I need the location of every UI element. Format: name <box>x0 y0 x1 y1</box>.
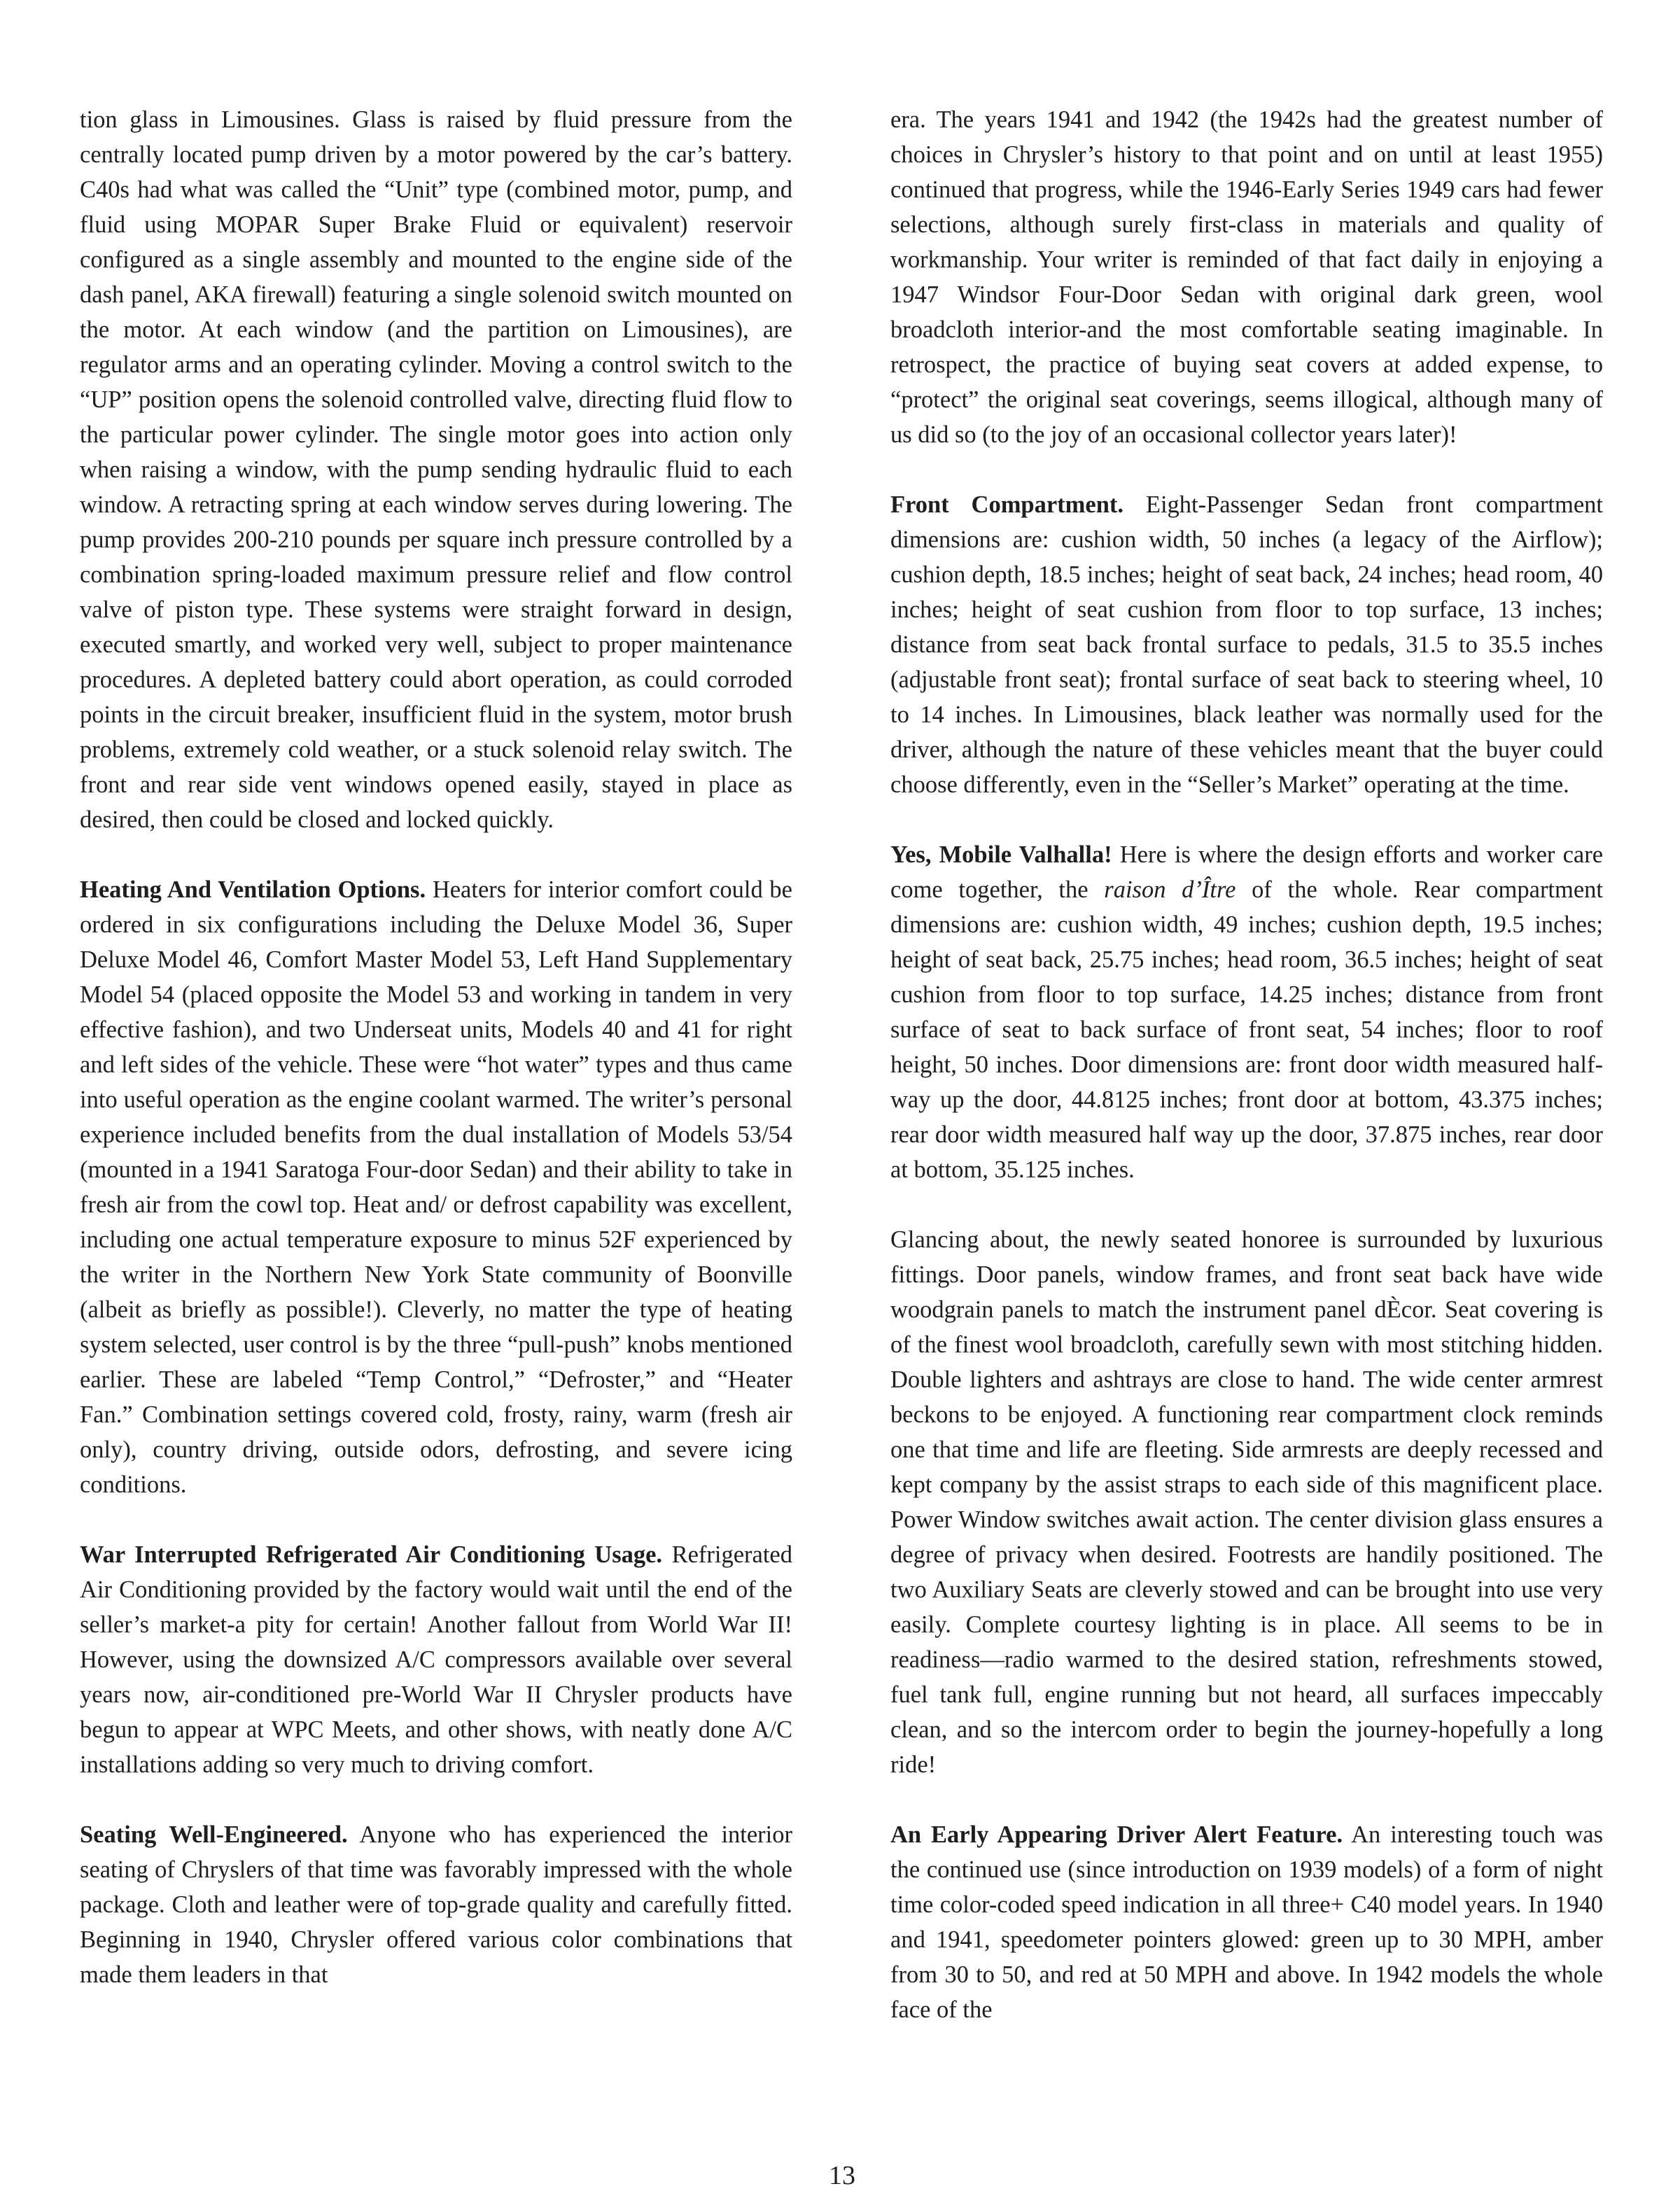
left-column <box>80 102 792 1992</box>
section-heading: War Interrupted Refrigerated Air Conditioning Usage. <box>80 1541 663 1568</box>
section-heading: Heating And Ventilation Options. <box>80 876 426 903</box>
section-heading: Front Compartment. <box>890 491 1124 518</box>
paragraph-text: tion glass in Limousines. Glass is raised by fluid pressure from the centrally located pump driven by a motor powered by the car’s battery. C40s had what was called the “Unit” type (combined motor, pump, and fluid using MOPAR Super Brake Fluid or equivalent) reservoir configured as a single assembly and mounted to the engine side of the dash panel, AKA firewall) featuring a single solenoid switch mounted on the motor. At each window (and the partition on Limousines), are regulator arms and an operating cylinder. Moving a control switch to the “UP” position opens the solenoid controlled valve, directing fluid flow to the particular power cylinder. The single motor goes into action only when raising a window, with the pump sending hydraulic fluid to each window. A retracting spring at each window serves during lowering. The pump provides 200-210 pounds per square inch pressure controlled by a combination spring-loaded maximum pressure relief and flow control valve of piston type. These systems were straight forward in design, executed smartly, and worked very well, subject to proper maintenance procedures. A depleted battery could abort operation, as could corroded points in the circuit breaker, insufficient fluid in the system, motor brush problems, extremely cold weather, or a stuck solenoid relay switch. The front and rear side vent windows opened easily, stayed in place as desired, then could be closed and locked quickly. <box>80 106 792 833</box>
section-heading: Seating Well-Engineered. <box>80 1821 348 1848</box>
paragraph-heating-ventilation <box>80 872 792 1502</box>
paragraph-text: of the whole. Rear compartment dimensions are: cushion width, 49 inches; cushion depth, 19.5 inches; height of seat back, 25.75 inches; head room, 36.5 inches; height of seat cushion from floor to top surface, 14.25 inches; distance from front surface of seat to back surface of front seat, 54 inches; floor to roof height, 50 inches. Door dimensions are: front door width measured half-way up the door, 44.8125 inches; front door at bottom, 43.375 inches; rear door width measured half way up the door, 37.875 inches, rear door at bottom, 35.125 inches. <box>890 876 1604 1183</box>
paragraph-text: Refrigerated Air Conditioning provided by the factory would wait until the end of the seller’s market-a pity for certain! Another fallout from World War II! However, using the downsized A/C compressors available over several years now, air-conditioned pre-World War II Chrysler products have begun to appear at WPC Meets, and other shows, with neatly done A/C installations adding so very much to driving comfort. <box>80 1541 792 1778</box>
paragraph-seating-continued <box>890 102 1603 452</box>
paragraph-front-compartment <box>890 487 1603 802</box>
paragraph-driver-alert <box>890 1817 1603 2027</box>
section-heading: Yes, Mobile Valhalla! <box>890 841 1112 868</box>
paragraph-text: Glancing about, the newly seated honoree is surrounded by luxurious fittings. Door panels, window frames, and front seat back have wide woodgrain panels to match the instrument panel dÈcor. Seat covering is of the finest wool broadcloth, carefully sewn with most stitching hidden. Double lighters and ashtrays are close to hand. The wide center armrest beckons to be enjoyed. A functioning rear compartment clock reminds one that time and life are fleeting. Side armrests are deeply recessed and kept company by the assist straps to each side of this magnificent place. Power Window switches await action. The center division glass ensures a degree of privacy when desired. Footrests are handily positioned. The two Auxiliary Seats are cleverly stowed and can be brought into use very easily. Complete courtesy lighting is in place. All seems to be in readiness—radio warmed to the desired station, refreshments stowed, fuel tank full, engine running but not heard, all surfaces impeccably clean, and so the intercom order to begin the journey-hopefully a long ride! <box>890 1226 1603 1778</box>
paragraph-power-windows <box>80 102 792 837</box>
section-heading: An Early Appearing Driver Alert Feature. <box>890 1821 1343 1848</box>
italic-phrase: raison d’Ître <box>1104 876 1236 903</box>
paragraph-mobile-valhalla <box>890 837 1603 1187</box>
paragraph-text: An interesting touch was the continued use (since introduction on 1939 models) of a form of night time color-coded speed indication in all three+ C40 model years. In 1940 and 1941, speedometer pointers glowed: green up to 30 MPH, amber from 30 to 50, and red at 50 MPH and above. In 1942 models the whole face of the <box>890 1821 1603 2023</box>
paragraph-luxurious-fittings <box>890 1222 1603 1782</box>
paragraph-text: Heaters for interior comfort could be ordered in six configurations including the Deluxe Model 36, Super Deluxe Model 46, Comfort Master Model 53, Left Hand Supplementary Model 54 (placed opposite the Model 53 and working in tandem in very effective fashion), and two Underseat units, Models 40 and 41 for right and left sides of the vehicle. These were “hot water” types and thus came into useful operation as the engine coolant warmed. The writer’s personal experience included benefits from the dual installation of Models 53/54 (mounted in a 1941 Saratoga Four-door Sedan) and their ability to take in fresh air from the cowl top. Heat and/ or defrost capability was excellent, including one actual temperature exposure to minus 52F experienced by the writer in the Northern New York State community of Boonville (albeit as briefly as possible!). Cleverly, no matter the type of heating system selected, user control is by the three “pull-push” knobs mentioned earlier. These are labeled “Temp Control,” “Defroster,” and “Heater Fan.” Combination settings covered cold, frosty, rainy, warm (fresh air only), country driving, outside odors, defrosting, and severe icing conditions. <box>80 876 792 1498</box>
paragraph-air-conditioning <box>80 1537 792 1782</box>
paragraph-text: Anyone who has experienced the interior seating of Chryslers of that time was favorably impressed with the whole package. Cloth and leather were of top-grade quality and carefully fitted. Beginning in 1940, Chrysler offered various color combinations that made them leaders in that <box>80 1821 792 1988</box>
paragraph-seating <box>80 1817 792 1992</box>
paragraph-text: era. The years 1941 and 1942 (the 1942s had the greatest number of choices in Chrysler’s history to that point and on until at least 1955) continued that progress, while the 1946-Early Series 1949 cars had fewer selections, although surely first-class in materials and quality of workmanship. Your writer is reminded of that fact daily in enjoying a 1947 Windsor Four-Door Sedan with original dark green, wool broadcloth interior-and the most comfortable seating imaginable. In retrospect, the practice of buying seat covers at added expense, to “protect” the original seat coverings, seems illogical, although many of us did so (to the joy of an occasional collector years later)! <box>890 106 1603 448</box>
page-number: 13 <box>829 2161 855 2190</box>
paragraph-text: Eight-Passenger Sedan front compartment dimensions are: cushion width, 50 inches (a legacy of the Airflow); cushion depth, 18.5 inches; height of seat back, 24 inches; head room, 40 inches; height of seat cushion from floor to top surface, 13 inches; distance from seat back frontal surface to pedals, 31.5 to 35.5 inches (adjustable front seat); frontal surface of seat back to steering wheel, 10 to 14 inches. In Limousines, black leather was normally used for the driver, although the nature of these vehicles meant that the buyer could choose differently, even in the “Seller’s Market” operating at the time. <box>890 491 1603 798</box>
paragraph-text: Here is where the design efforts and worker care come together, the <box>890 841 1604 903</box>
right-column <box>890 102 1603 2027</box>
